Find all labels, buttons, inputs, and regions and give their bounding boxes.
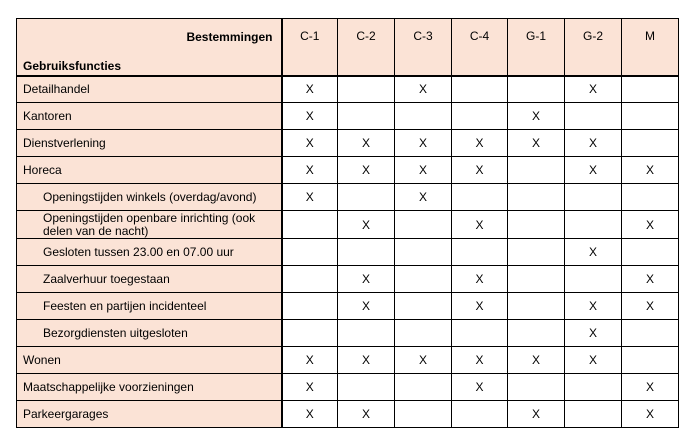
table-cell: X [338, 130, 395, 157]
table-cell: X [452, 266, 508, 293]
table-cell [395, 266, 452, 293]
table-cell: X [565, 130, 622, 157]
table-cell [622, 103, 679, 130]
table-cell [338, 239, 395, 266]
table-cell: X [395, 130, 452, 157]
table-cell: X [452, 130, 508, 157]
table-row [17, 184, 679, 211]
table-row [17, 239, 679, 266]
table-cell: X [338, 211, 395, 239]
row-label: Detailhandel [17, 76, 282, 103]
table-cell [565, 211, 622, 239]
table-cell [508, 320, 565, 347]
table-row [17, 320, 679, 347]
table-cell: X [282, 103, 338, 130]
table-cell: X [622, 293, 679, 320]
table-cell: X [508, 347, 565, 374]
table-cell: X [282, 401, 338, 428]
table-cell: X [565, 76, 622, 103]
table-cell: X [508, 130, 565, 157]
table-cell: X [622, 211, 679, 239]
table-cell: X [622, 157, 679, 184]
table-cell [565, 103, 622, 130]
table-cell [622, 347, 679, 374]
header-row [17, 19, 679, 76]
table-cell [622, 239, 679, 266]
table-cell: X [395, 184, 452, 211]
table-cell: X [395, 76, 452, 103]
row-label: Parkeergarages [17, 401, 282, 428]
table-cell [508, 293, 565, 320]
table-cell: X [338, 266, 395, 293]
table-cell [282, 266, 338, 293]
table-cell [282, 211, 338, 239]
table-cell [282, 320, 338, 347]
table-cell [622, 76, 679, 103]
table-cell: X [395, 157, 452, 184]
destinations-label: Bestemmingen [186, 30, 273, 44]
row-label: Dienstverlening [17, 130, 282, 157]
table-row [17, 374, 679, 401]
column-header-c1: C-1 [282, 19, 338, 76]
table-cell: X [452, 347, 508, 374]
table-cell [508, 76, 565, 103]
table-cell: X [282, 157, 338, 184]
corner-header-cell [17, 19, 282, 76]
table-cell [395, 211, 452, 239]
table-cell [338, 103, 395, 130]
table-row [17, 266, 679, 293]
column-header-c2: C-2 [338, 19, 395, 76]
table-cell [508, 157, 565, 184]
table-cell [338, 374, 395, 401]
row-label: Zaalverhuur toegestaan [17, 266, 282, 293]
table-cell [452, 320, 508, 347]
table-cell [565, 266, 622, 293]
column-header-c3: C-3 [395, 19, 452, 76]
table-cell [508, 184, 565, 211]
table-cell [452, 239, 508, 266]
table-cell: X [452, 211, 508, 239]
table-cell: X [565, 239, 622, 266]
table-cell: X [622, 374, 679, 401]
table-cell [622, 130, 679, 157]
table-cell: X [452, 374, 508, 401]
table-cell [565, 184, 622, 211]
table-cell: X [282, 374, 338, 401]
table-cell: X [282, 130, 338, 157]
table-cell [622, 320, 679, 347]
table-cell [338, 320, 395, 347]
table-row [17, 293, 679, 320]
table-cell [508, 239, 565, 266]
table-cell [452, 103, 508, 130]
table-cell: X [565, 320, 622, 347]
column-header-g1: G-1 [508, 19, 565, 76]
table-cell: X [452, 157, 508, 184]
table-row [17, 103, 679, 130]
table-cell [508, 211, 565, 239]
column-header-m: M [622, 19, 679, 76]
table-cell [395, 374, 452, 401]
function-destination-table [16, 18, 679, 428]
table-cell [565, 401, 622, 428]
row-label: Maatschappelijke voorzieningen [17, 374, 282, 401]
row-label: Gesloten tussen 23.00 en 07.00 uur [17, 239, 282, 266]
table-cell [338, 184, 395, 211]
functions-label: Gebruiksfuncties [23, 58, 122, 73]
row-label: Openingstijden winkels (overdag/avond) [17, 184, 282, 211]
column-header-g2: G-2 [565, 19, 622, 76]
table-cell [508, 374, 565, 401]
row-label: Openingstijden openbare inrichting (ook delen van de nacht) [17, 211, 282, 239]
table-cell: X [565, 293, 622, 320]
table-cell [395, 320, 452, 347]
table-cell: X [282, 184, 338, 211]
table-cell [452, 401, 508, 428]
table-cell [282, 293, 338, 320]
table-cell: X [565, 347, 622, 374]
table-cell: X [395, 347, 452, 374]
table-cell: X [338, 401, 395, 428]
table-cell: X [622, 266, 679, 293]
row-label: Horeca [17, 157, 282, 184]
row-label: Feesten en partijen incidenteel [17, 293, 282, 320]
table-cell [282, 239, 338, 266]
table-cell: X [282, 76, 338, 103]
table-cell [395, 293, 452, 320]
table-cell: X [338, 293, 395, 320]
table-row [17, 401, 679, 428]
table-cell [395, 401, 452, 428]
table-cell [395, 103, 452, 130]
table-cell [395, 239, 452, 266]
table-cell [622, 184, 679, 211]
table-row [17, 157, 679, 184]
table-cell: X [338, 347, 395, 374]
table-row [17, 76, 679, 103]
table-cell [452, 76, 508, 103]
table-cell [338, 76, 395, 103]
table-cell: X [452, 293, 508, 320]
table-cell: X [338, 157, 395, 184]
table-row [17, 211, 679, 239]
table-cell: X [282, 347, 338, 374]
table-cell: X [565, 157, 622, 184]
row-label: Bezorgdiensten uitgesloten [17, 320, 282, 347]
row-label: Kantoren [17, 103, 282, 130]
row-label: Wonen [17, 347, 282, 374]
column-header-c4: C-4 [452, 19, 508, 76]
table-cell [452, 184, 508, 211]
table-row [17, 347, 679, 374]
table-cell: X [508, 103, 565, 130]
table-row [17, 130, 679, 157]
table-cell [565, 374, 622, 401]
table-cell [508, 266, 565, 293]
table-cell: X [508, 401, 565, 428]
table-cell: X [622, 401, 679, 428]
